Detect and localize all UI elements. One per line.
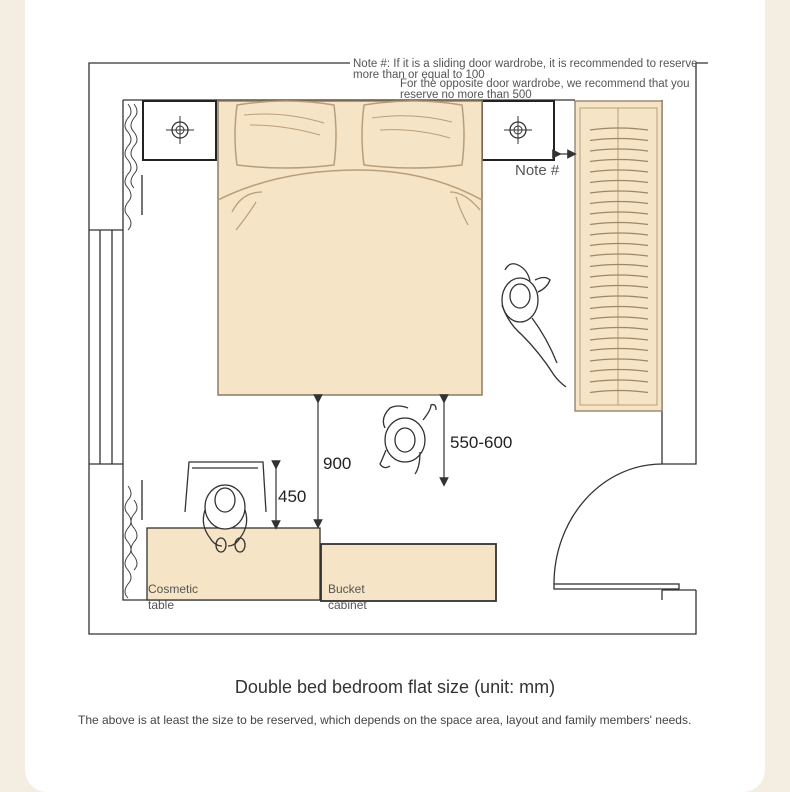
sliding-note-line1: Note #: If it is a sliding door wardrobe, it is recommended to reserve [353, 58, 698, 70]
cosmetic-label-line2: table [148, 598, 175, 612]
curtain-top [125, 104, 142, 230]
dimension-450: 450 [278, 487, 307, 506]
opposite-door-note [400, 79, 690, 101]
footer-note: The above is at least the size to be reserved, which depends on the space area, layout and family members' needs. [78, 713, 692, 727]
dimension-900: 900 [323, 454, 352, 473]
bucket-label-line2: cabinet [328, 598, 367, 612]
nightstand-right [482, 101, 554, 160]
opposite-note-line1: For the opposite door wardrobe, we recommend that you [400, 78, 690, 90]
sliding-note-line2: more than or equal to 100 [353, 69, 485, 81]
bucket-cabinet-label [328, 581, 367, 613]
door [554, 464, 679, 589]
opposite-note-line2: reserve no more than 500 [400, 89, 532, 101]
nightstand-left [143, 101, 216, 160]
bucket-label-line1: Bucket [328, 582, 365, 596]
dimension-550-600: 550-600 [450, 433, 513, 452]
cosmetic-table-label [148, 581, 198, 613]
diagram-caption: Double bed bedroom flat size (unit: mm) [234, 677, 556, 697]
person-walking [380, 405, 436, 474]
wardrobe [575, 101, 662, 411]
note-marker: Note # [515, 162, 560, 179]
double-bed [218, 101, 482, 395]
person-reaching [502, 264, 566, 387]
curtain-bottom [125, 480, 142, 598]
cosmetic-label-line1: Cosmetic [148, 582, 199, 596]
